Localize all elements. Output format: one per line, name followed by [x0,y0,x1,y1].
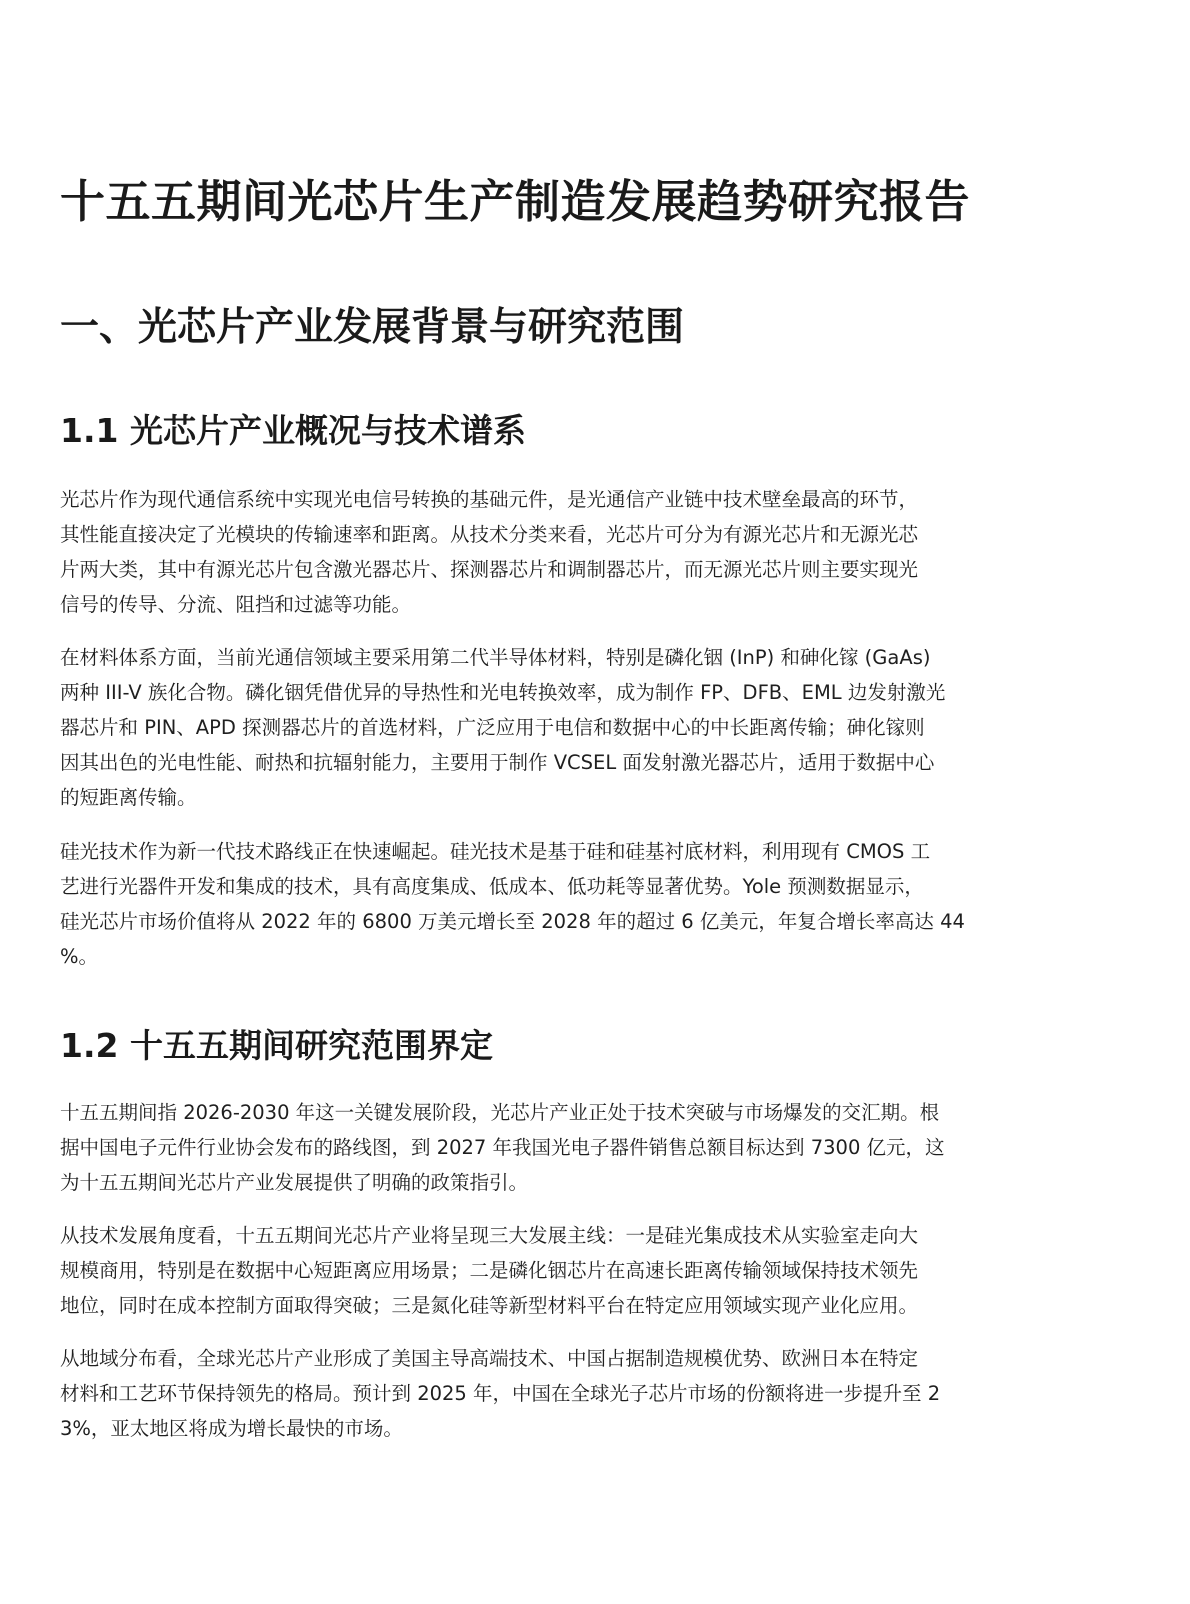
text-line: 3%，亚太地区将成为增长最快的市场。 [60,1417,403,1440]
text-line: 艺进行光器件开发和集成的技术，具有高度集成、低成本、低功耗等显著优势。Yole 预测数据显示， [60,875,924,898]
text-line: 硅光芯片市场价值将从 2022 年的 6800 万美元增长至 2028 年的超过 6 亿美元，年复合增长率高达 44 [60,910,965,933]
text-line: 从技术发展角度看，十五五期间光芯片产业将呈现三大发展主线：一是硅光集成技术从实验室走向大 [60,1224,919,1247]
text-line: 规模商用，特别是在数据中心短距离应用场景；二是磷化铟芯片在高速长距离传输领域保持技术领先 [60,1259,919,1282]
paragraph-1-1-2 [60,640,1118,815]
text-line: 材料和工艺环节保持领先的格局。预计到 2025 年，中国在全球光子芯片市场的份额将进一步提升至 2 [60,1382,941,1405]
subsection-heading-1-1: 1.1 光芯片产业概况与技术谱系 [60,411,526,450]
text-line: 因其出色的光电性能、耐热和抗辐射能力，主要用于制作 VCSEL 面发射激光器芯片，适用于数据中心 [60,751,935,774]
text-line: 片两大类，其中有源光芯片包含激光器芯片、探测器芯片和调制器芯片，而无源光芯片则主要实现光 [60,558,919,581]
text-line: 从地域分布看，全球光芯片产业形成了美国主导高端技术、中国占据制造规模优势、欧洲日本在特定 [60,1347,919,1370]
text-line: 地位，同时在成本控制方面取得突破；三是氮化硅等新型材料平台在特定应用领域实现产业化应用。 [60,1294,919,1317]
paragraph-1-1-3 [60,834,1118,974]
text-line: 为十五五期间光芯片产业发展提供了明确的政策指引。 [60,1171,529,1194]
paragraph-1-2-3 [60,1341,1118,1446]
text-line: 信号的传导、分流、阻挡和过滤等功能。 [60,593,412,616]
section-heading-1: 一、光芯片产业发展背景与研究范围 [60,305,685,350]
text-line: 两种 III-V 族化合物。磷化铟凭借优异的导热性和光电转换效率，成为制作 FP、DFB、EML 边发射激光 [60,681,946,704]
text-line: 其性能直接决定了光模块的传输速率和距离。从技术分类来看，光芯片可分为有源光芯片和无源光芯 [60,523,919,546]
text-line: 器芯片和 PIN、APD 探测器芯片的首选材料，广泛应用于电信和数据中心的中长距离传输；砷化镓则 [60,716,925,739]
text-line: 硅光技术作为新一代技术路线正在快速崛起。硅光技术是基于硅和硅基衬底材料，利用现有 CMOS 工 [60,840,931,863]
subsection-heading-1-2: 1.2 十五五期间研究范围界定 [60,1026,493,1065]
text-line: 据中国电子元件行业协会发布的路线图，到 2027 年我国光电子器件销售总额目标达到 7300 亿元，这 [60,1136,945,1159]
text-line: 在材料体系方面，当前光通信领域主要采用第二代半导体材料，特别是磷化铟 (InP) 和砷化镓 (GaAs) [60,646,931,669]
document-title: 十五五期间光芯片生产制造发展趋势研究报告 [60,175,971,228]
paragraph-1-1-1 [60,482,1118,622]
text-line: %。 [60,945,99,968]
paragraph-1-2-2 [60,1218,1118,1323]
text-line: 光芯片作为现代通信系统中实现光电信号转换的基础元件，是光通信产业链中技术壁垒最高的环节， [60,488,919,511]
text-line: 的短距离传输。 [60,786,197,809]
text-line: 十五五期间指 2026-2030 年这一关键发展阶段，光芯片产业正处于技术突破与市场爆发的交汇期。根 [60,1101,940,1124]
paragraph-1-2-1 [60,1095,1118,1200]
